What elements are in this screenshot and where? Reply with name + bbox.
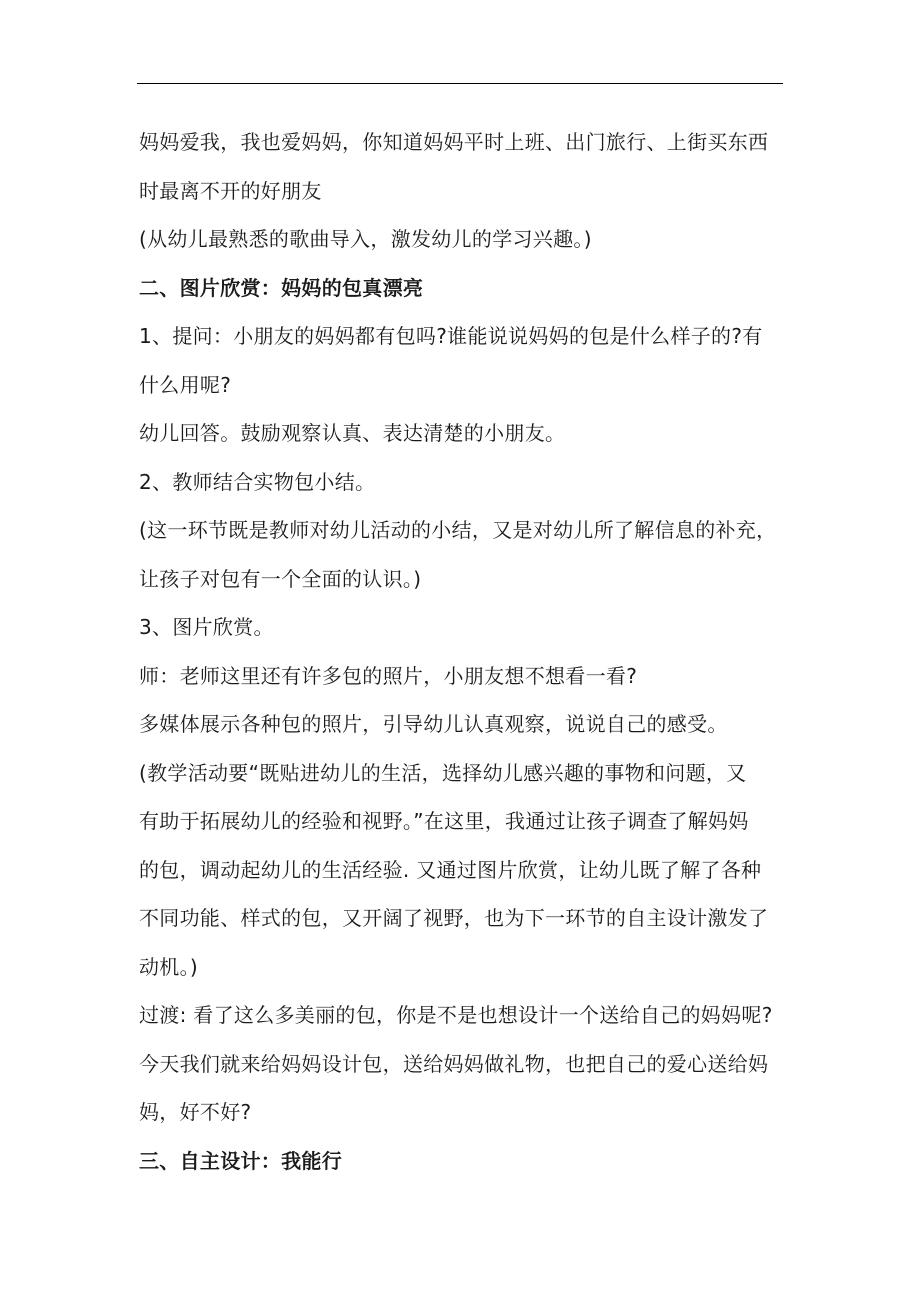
text-line: 1、提问：小朋友的妈妈都有包吗?谁能说说妈妈的包是什么样子的?有 <box>139 324 763 348</box>
text-line: 今天我们就来给妈妈设计包，送给妈妈做礼物，也把自己的爱心送给妈 <box>139 1051 769 1076</box>
document-body <box>139 118 789 1185</box>
section-heading: 二、图片欣赏：妈妈的包真漂亮 <box>139 275 424 300</box>
text-line: 让孩子对包有一个全面的认识。) <box>139 566 422 591</box>
text-line: 3、图片欣赏。 <box>139 615 274 639</box>
text-line: 2、教师结合实物包小结。 <box>139 469 376 494</box>
text-line: 师：老师这里还有许多包的照片，小朋友想不想看一看? <box>139 663 638 688</box>
text-line: (教学活动要“既贴进幼儿的生活，选择幼儿感兴趣的事物和问题，又 <box>139 760 747 785</box>
text-line: 多媒体展示各种包的照片，引导幼儿认真观察，说说自己的感受。 <box>139 712 728 736</box>
text-line: 什么用呢? <box>139 372 232 397</box>
text-line: 妈妈爱我，我也爱妈妈，你知道妈妈平时上班、出门旅行、上街买东西 <box>139 130 769 154</box>
text-line: 不同功能、样式的包，又开阔了视野，也为下一环节的自主设计激发了 <box>139 906 769 930</box>
header-rule <box>137 83 783 84</box>
text-line: 过渡: 看了这么多美丽的包，你是不是也想设计一个送给自己的妈妈呢? <box>139 1003 773 1027</box>
text-line: 幼儿回答。鼓励观察认真、表达清楚的小朋友。 <box>139 421 566 445</box>
text-line: 动机。) <box>139 954 199 979</box>
text-line: (从幼儿最熟悉的歌曲导入，激发幼儿的学习兴趣。) <box>139 227 592 251</box>
text-line: (这一环节既是教师对幼儿活动的小结，又是对幼儿所了解信息的补充， <box>139 518 777 542</box>
text-line: 有助于拓展幼儿的经验和视野。”在这里，我通过让孩子调查了解妈妈 <box>139 809 749 833</box>
text-line: 妈，好不好? <box>139 1100 252 1124</box>
text-line: 的包，调动起幼儿的生活经验. 又通过图片欣赏，让幼儿既了解了各种 <box>139 857 762 882</box>
section-heading: 三、自主设计：我能行 <box>139 1148 342 1173</box>
text-line: 时最离不开的好朋友 <box>139 178 322 203</box>
